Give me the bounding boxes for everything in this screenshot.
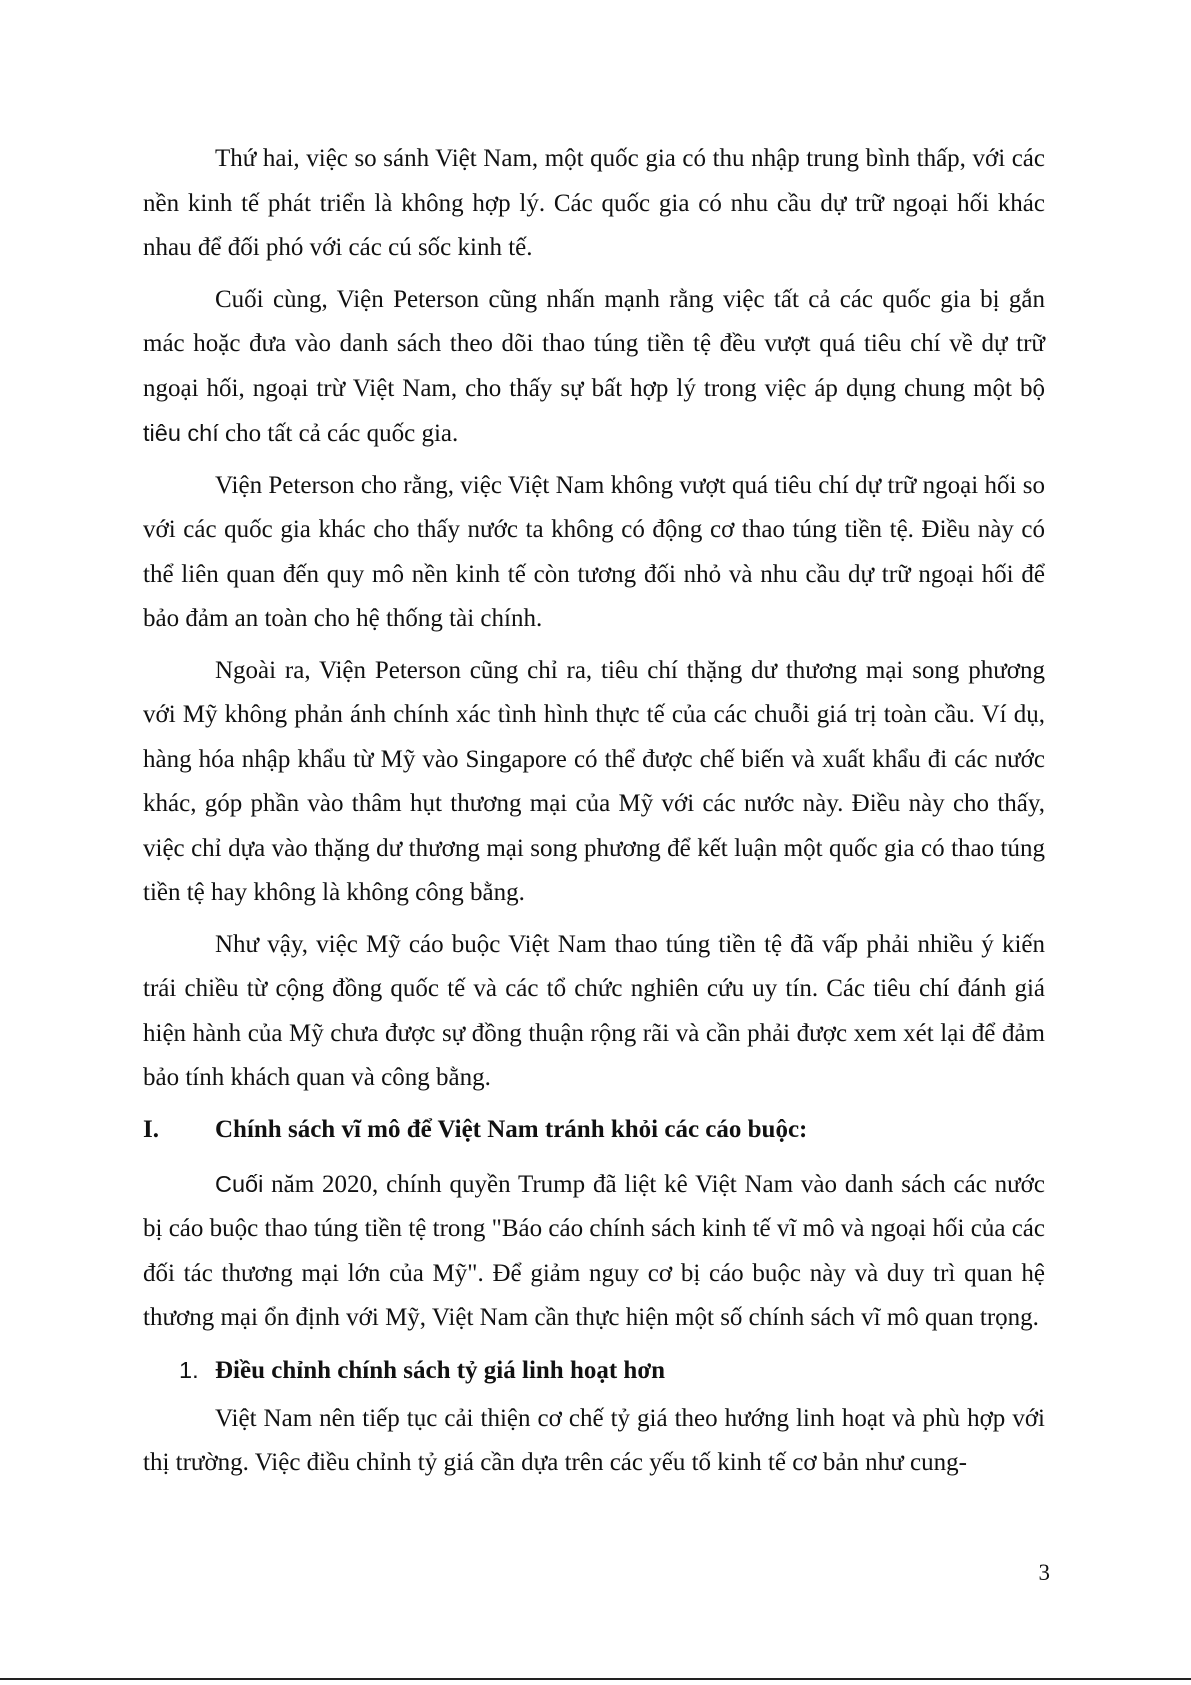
paragraph-peterson-reserves: Viện Peterson cho rằng, việc Việt Nam không vượt quá tiêu chí dự trữ ngoại hối so với các quốc gia khác cho thấy nước ta không có động cơ thao túng tiền tệ. Điều này có thể liên quan đến quy mô nền kinh tế còn tương đối nhỏ và nhu cầu dự trữ ngoại hối để bảo đảm an toàn cho hệ thống tài chính. bbox=[143, 471, 1045, 632]
paragraph-section-intro bbox=[143, 1162, 1045, 1341]
paragraph-conclusion: Như vậy, việc Mỹ cáo buộc Việt Nam thao túng tiền tệ đã vấp phải nhiều ý kiến trái chiều từ cộng đồng quốc tế và các tổ chức nghiên cứu uy tín. Các tiêu chí đánh giá hiện hành của Mỹ chưa được sự đồng thuận rộng rãi và cần phải được xem xét lại để đảm bảo tính khách quan và công bằng. bbox=[143, 930, 1045, 1091]
paragraph-text-part: cho tất cả các quốc gia. bbox=[218, 420, 459, 447]
paragraph-trade-surplus: Ngoài ra, Viện Peterson cũng chỉ ra, tiêu chí thặng dư thương mại song phương với Mỹ không phản ánh chính xác tình hình thực tế của các chuỗi giá trị toàn cầu. Ví dụ, hàng hóa nhập khẩu từ Mỹ vào Singapore có thể được chế biến và xuất khẩu đi các nước khác, góp phần vào thâm hụt thương mại của Mỹ với các nước này. Điều này cho thấy, việc chỉ dựa vào thặng dư thương mại song phương để kết luận một quốc gia có thao túng tiền tệ hay không là không công bằng. bbox=[143, 656, 1045, 906]
subsection-heading bbox=[143, 1348, 1045, 1393]
page-number: 3 bbox=[1038, 1560, 1050, 1585]
section-title: Chính sách vĩ mô để Việt Nam tránh khỏi các cáo buộc: bbox=[215, 1115, 808, 1143]
page-bottom-rule bbox=[0, 1678, 1191, 1680]
subsection-title: Điều chỉnh chính sách tỷ giá linh hoạt hơn bbox=[215, 1356, 666, 1384]
section-heading bbox=[143, 1108, 1045, 1152]
paragraph-text-sans-part: Cuối bbox=[215, 1170, 264, 1197]
subsection-number: 1. bbox=[179, 1356, 199, 1383]
section-number: I. bbox=[143, 1115, 159, 1143]
document-body bbox=[143, 137, 1045, 1493]
paragraph-text-part: Cuối cùng, Viện Peterson cũng nhấn mạnh rằng việc tất cả các quốc gia bị gắn mác hoặc đưa vào danh sách theo dõi thao túng tiền tệ đều vượt quá tiêu chí về dự trữ ngoại hối, ngoại trừ Việt Nam, cho thấy sự bất hợp lý trong việc áp dụng chung một bộ bbox=[143, 285, 1045, 402]
paragraph-text-sans-part: tiêu chí bbox=[143, 420, 219, 446]
paragraph-finally-peterson bbox=[143, 278, 1045, 457]
paragraph-exchange-rate: Việt Nam nên tiếp tục cải thiện cơ chế tỷ giá theo hướng linh hoạt và phù hợp với thị trường. Việc điều chỉnh tỷ giá cần dựa trên các yếu tố kinh tế cơ bản như cung- bbox=[143, 1404, 1045, 1476]
paragraph-text-part: năm 2020, chính quyền Trump đã liệt kê Việt Nam vào danh sách các nước bị cáo buộc thao túng tiền tệ trong "Báo cáo chính sách kinh tế vĩ mô và ngoại hối của các đối tác thương mại lớn của Mỹ". Để giảm nguy cơ bị cáo buộc này và duy trì quan hệ thương mại ổn định với Mỹ, Việt Nam cần thực hiện một số chính sách vĩ mô quan trọng. bbox=[143, 1170, 1045, 1331]
paragraph-second-point: Thứ hai, việc so sánh Việt Nam, một quốc gia có thu nhập trung bình thấp, với các nền kinh tế phát triển là không hợp lý. Các quốc gia có nhu cầu dự trữ ngoại hối khác nhau để đối phó với các cú sốc kinh tế. bbox=[143, 145, 1045, 261]
